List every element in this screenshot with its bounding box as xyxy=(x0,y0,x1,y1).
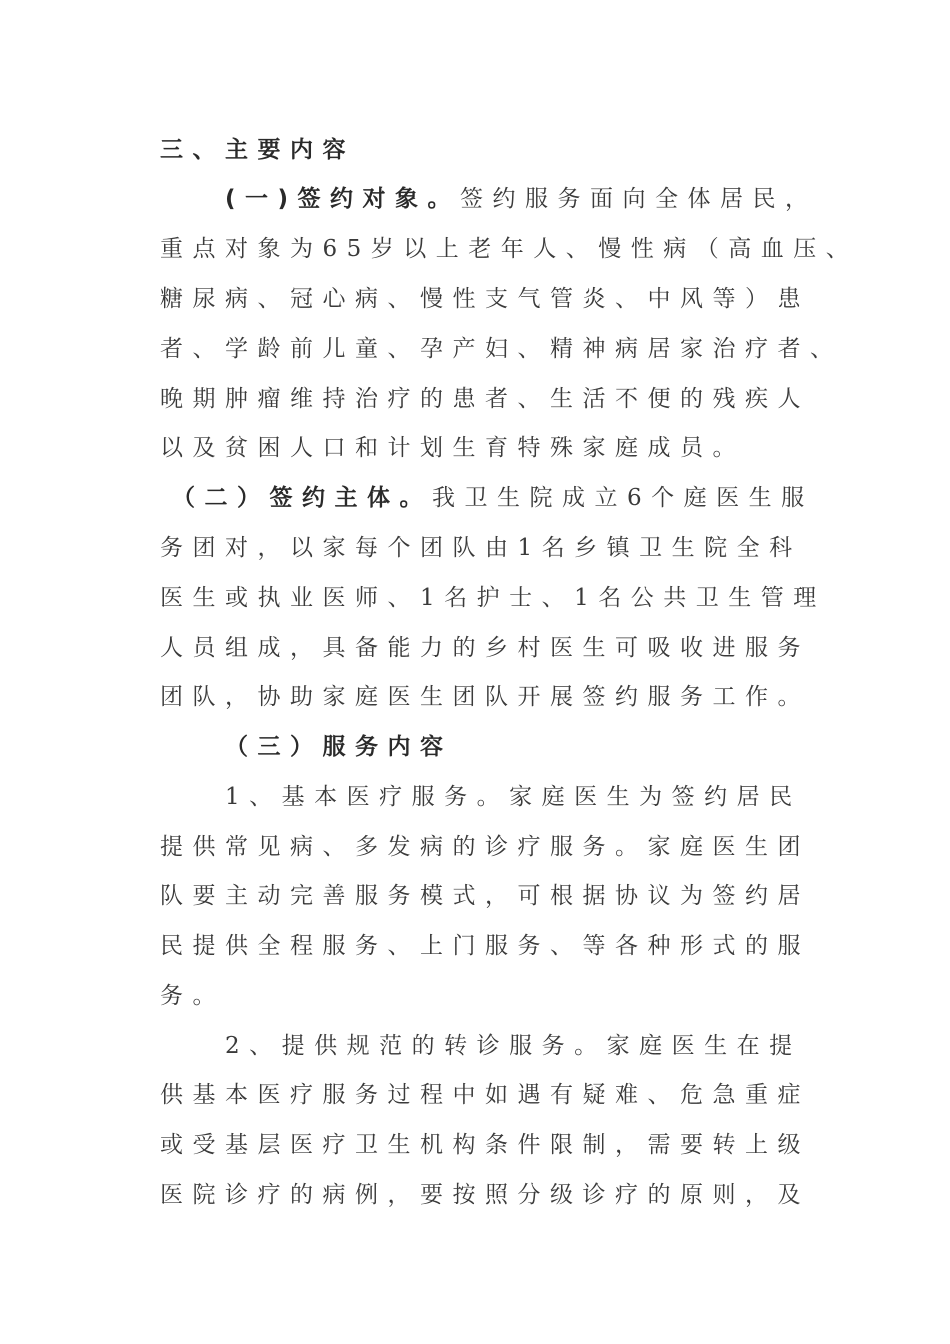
paragraph-line: 重点对象为65岁以上老年人、慢性病（高血压、 xyxy=(160,236,859,262)
paragraph-line: 或受基层医疗卫生机构条件限制，需要转上级 xyxy=(160,1132,810,1158)
paragraph-line: 糖尿病、冠心病、慢性支气管炎、中风等）患 xyxy=(160,286,810,312)
paragraph-line: 提供常见病、多发病的诊疗服务。家庭医生团 xyxy=(160,834,810,860)
paragraph-line: 医生或执业医师、1名护士、1名公共卫生管理 xyxy=(160,585,826,611)
paragraph-line: 民提供全程服务、上门服务、等各种形式的服 xyxy=(160,933,810,959)
subheading-service-content: （三）服务内容 xyxy=(225,734,453,760)
paragraph-line: 医院诊疗的病例，要按照分级诊疗的原则，及 xyxy=(160,1182,810,1208)
paragraph-line: 人员组成，具备能力的乡村医生可吸收进服务 xyxy=(160,635,810,661)
paragraph-line: 团队，协助家庭医生团队开展签约服务工作。 xyxy=(160,684,810,710)
paragraph-line: 供基本医疗服务过程中如遇有疑难、危急重症 xyxy=(160,1082,810,1108)
paragraph-line: 1、基本医疗服务。家庭医生为签约居民 xyxy=(225,784,802,810)
paragraph-line: (一)签约对象。签约服务面向全体居民， xyxy=(225,186,818,212)
paragraph-line: （二）签约主体。我卫生院成立6个庭医生服 xyxy=(172,485,814,511)
paragraph-line: 晚期肿瘤维持治疗的患者、生活不便的残疾人 xyxy=(160,386,810,412)
paragraph-line: 以及贫困人口和计划生育特殊家庭成员。 xyxy=(160,435,745,461)
subheading-signing-subject: （二）签约主体。 xyxy=(172,485,432,511)
section-title: 三、主要内容 xyxy=(160,136,355,163)
paragraph-line: 者、学龄前儿童、孕产妇、精神病居家治疗者、 xyxy=(160,336,843,362)
paragraph-line: 2、提供规范的转诊服务。家庭医生在提 xyxy=(225,1033,802,1059)
subheading-signing-target: (一)签约对象。 xyxy=(225,186,461,212)
paragraph-line: 务团对，以家每个团队由1名乡镇卫生院全科 xyxy=(160,535,802,561)
paragraph-line: 队要主动完善服务模式，可根据协议为签约居 xyxy=(160,883,810,909)
paragraph-line: 务。 xyxy=(160,983,225,1009)
